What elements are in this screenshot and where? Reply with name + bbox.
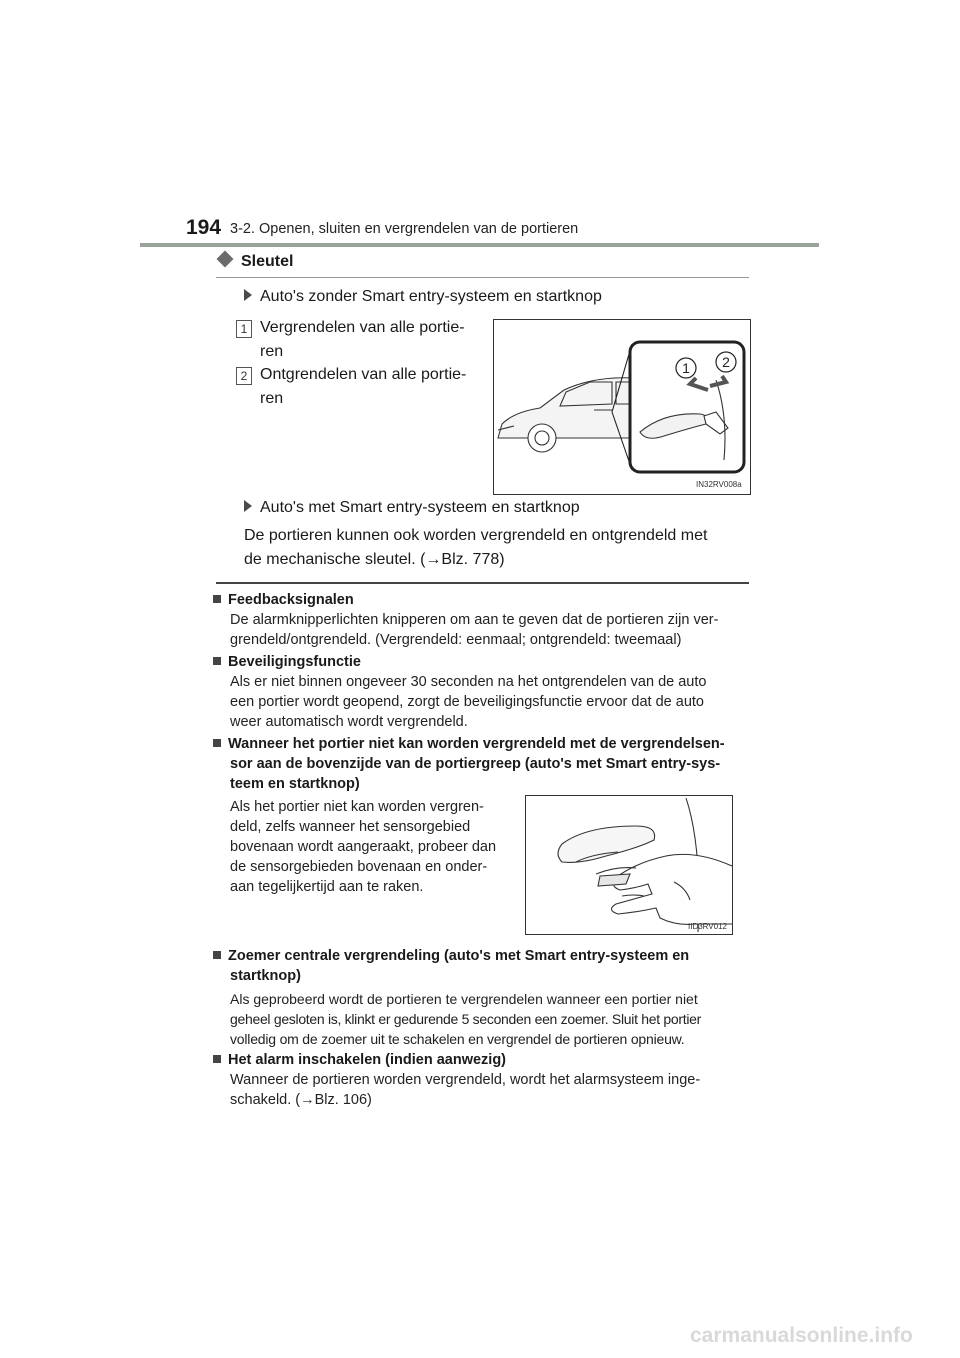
note-alarm-body [230, 1070, 749, 1110]
note-title-text: Feedbacksignalen [228, 592, 354, 608]
section-title [216, 253, 293, 271]
door-handle-illustration [525, 795, 733, 935]
hand-on-door-handle-drawing [526, 796, 732, 934]
step-1-line-1: Vergrendelen van alle portie- [260, 319, 465, 336]
step-2-line-2: ren [260, 390, 284, 407]
callout-2: 2 [722, 354, 730, 370]
step-2-text [260, 363, 482, 411]
section-title-text: Sleutel [241, 253, 294, 270]
square-bullet-icon [213, 951, 221, 959]
square-bullet-icon [213, 1055, 221, 1063]
triangle-bullet-icon [244, 289, 252, 301]
mechanical-key-paragraph [244, 524, 749, 572]
note-title-line: sor aan de bovenzijde van de portiergreep (auto's met Smart entry-sys- [230, 756, 721, 772]
note-title-line: teem en startknop) [230, 776, 360, 792]
note-zoemer-body [230, 989, 749, 1049]
note-title-line: Zoemer centrale vergrendeling (auto's met Smart entry-systeem en [228, 948, 690, 964]
header-divider [140, 243, 819, 247]
step-1-text [260, 316, 482, 364]
note-feedbacksignalen-title [213, 590, 354, 610]
paragraph-line-1: De portieren kunnen ook worden vergrendeld en ontgrendeld met [244, 527, 708, 544]
note-line: deld, zelfs wanneer het sensorgebied [230, 819, 471, 835]
step-number-1: 1 [236, 320, 252, 338]
diamond-bullet-icon [217, 251, 234, 268]
car-key-illustration [493, 319, 751, 495]
note-line: aan tegelijkertijd aan te raken. [230, 879, 424, 895]
note-line: weer automatisch wordt vergrendeld. [230, 714, 468, 730]
step-1-line-2: ren [260, 343, 284, 360]
step-number-2: 2 [236, 367, 252, 385]
square-bullet-icon [213, 739, 221, 747]
note-line: De alarmknipperlichten knipperen om aan te geven dat de portieren zijn ver- [230, 612, 719, 628]
step-2-line-1: Ontgrendelen van alle portie- [260, 366, 467, 383]
illustration-code-2: IID3RV012 [688, 922, 727, 931]
note-line: Wanneer de portieren worden vergrendeld, wordt het alarmsysteem inge- [230, 1072, 701, 1088]
subheading-text-2: Auto's met Smart entry-systeem en startknop [260, 499, 580, 516]
note-feedbacksignalen-body [230, 610, 749, 650]
page-number: 194 [186, 216, 222, 239]
chapter-title: 3-2. Openen, sluiten en vergrendelen van de portieren [230, 221, 579, 237]
note-line: Als geprobeerd wordt de portieren te vergrendelen wanneer een portier niet [230, 991, 698, 1007]
note-sensor-title [213, 734, 749, 794]
note-zoemer-title [213, 946, 749, 986]
square-bullet-icon [213, 595, 221, 603]
square-bullet-icon [213, 657, 221, 665]
note-line: volledig om de zoemer uit te schakelen en vergrendel de portieren opnieuw. [230, 1031, 685, 1047]
note-line: een portier wordt geopend, zorgt de beveiligingsfunctie ervoor dat de auto [230, 694, 704, 710]
note-title-line: Wanneer het portier niet kan worden vergrendeld met de vergrendelsen- [228, 736, 725, 752]
watermark: carmanualsonline.info [690, 1324, 913, 1347]
note-line: de sensorgebieden bovenaan en onder- [230, 859, 488, 875]
note-title-line: startknop) [230, 968, 301, 984]
subheading-text: Auto's zonder Smart entry-systeem en startknop [260, 288, 602, 305]
subheading-without-smart-entry [244, 288, 602, 306]
note-line: grendeld/ontgrendeld. (Vergrendeld: eenmaal; ontgrendeld: tweemaal) [230, 632, 682, 648]
note-line: Als er niet binnen ongeveer 30 seconden na het ontgrendelen van de auto [230, 674, 707, 690]
note-line: schakeld. (→Blz. 106) [230, 1092, 372, 1108]
note-beveiligingsfunctie-title [213, 652, 361, 672]
note-line: geheel gesloten is, klinkt er gedurende 5 seconden een zoemer. Sluit het portier [230, 1011, 701, 1027]
section-divider [216, 277, 749, 278]
note-title-text: Het alarm inschakelen (indien aanwezig) [228, 1052, 506, 1068]
note-alarm-title [213, 1050, 506, 1070]
note-beveiligingsfunctie-body [230, 672, 749, 732]
car-door-lock-drawing [494, 320, 750, 494]
illustration-code-1: IN32RV008a [696, 480, 742, 489]
notes-divider [216, 582, 749, 584]
subheading-with-smart-entry [244, 499, 580, 517]
paragraph-line-2: de mechanische sleutel. (→Blz. 778) [244, 551, 505, 568]
note-line: bovenaan wordt aangeraakt, probeer dan [230, 839, 497, 855]
note-title-text: Beveiligingsfunctie [228, 654, 361, 670]
callout-1: 1 [682, 360, 690, 376]
triangle-bullet-icon [244, 500, 252, 512]
note-line: Als het portier niet kan worden vergren- [230, 799, 484, 815]
note-sensor-body [230, 797, 506, 897]
